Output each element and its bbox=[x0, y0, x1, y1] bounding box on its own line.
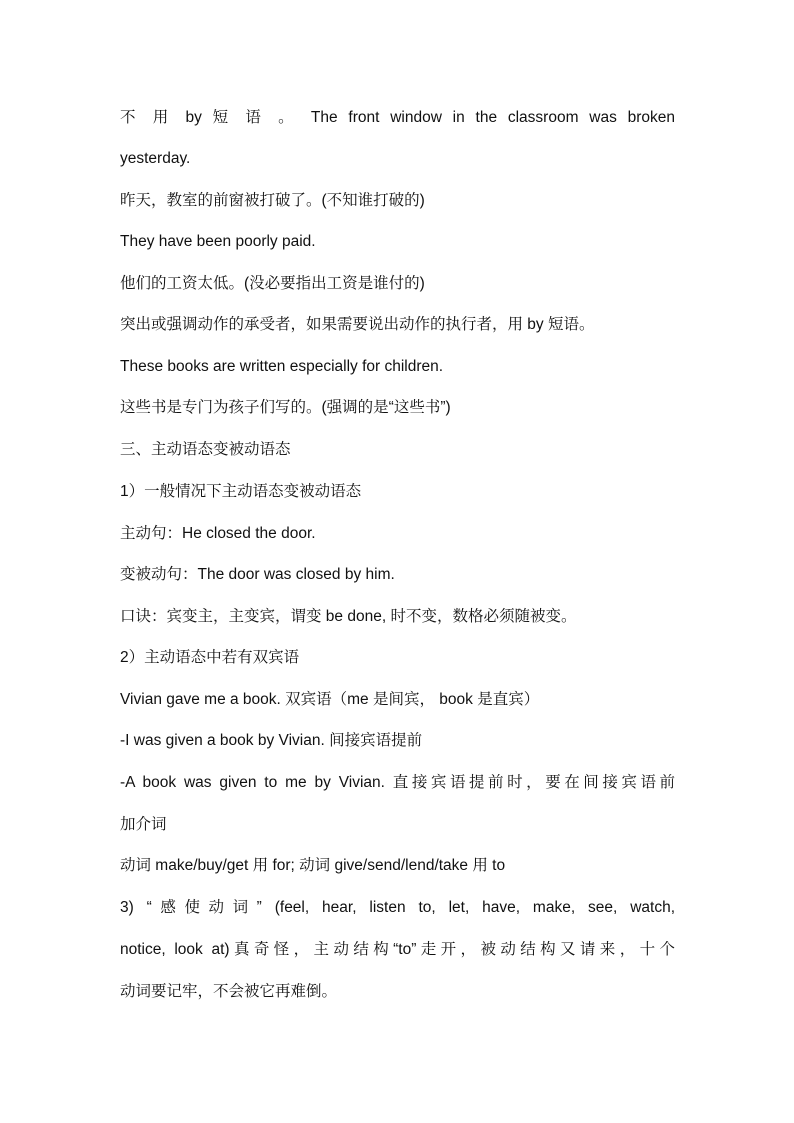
subheading-3: 3) “感使动词” (feel, hear, listen to, let, have, make, see, watch, bbox=[120, 899, 675, 916]
text-line-3: 昨天，教室的前窗被打破了。(不知谁打破的) bbox=[120, 192, 425, 209]
text-line-18: 加介词 bbox=[120, 816, 167, 833]
subheading-1: 1）一般情况下主动语态变被动语态 bbox=[120, 483, 362, 500]
text-line-17: -A book was given to me by Vivian. 直接宾语提前时，要在间接宾语前 bbox=[120, 774, 675, 791]
text-line-6: 突出或强调动作的承受者，如果需要说出动作的执行者，用 by 短语。 bbox=[120, 316, 595, 333]
text-line-2: yesterday. bbox=[120, 150, 191, 167]
text-line-5: 他们的工资太低。(没必要指出工资是谁付的) bbox=[120, 275, 425, 292]
text-line-8: 这些书是专门为孩子们写的。(强调的是“这些书”) bbox=[120, 399, 451, 416]
text-line-22: 动词要记牢，不会被它再难倒。 bbox=[120, 983, 338, 1000]
text-line-12: 变被动句：The door was closed by him. bbox=[120, 566, 395, 583]
text-line-7: These books are written especially for children. bbox=[120, 358, 444, 375]
text-line-15: Vivian gave me a book. 双宾语（me 是间宾， book 是直宾） bbox=[120, 691, 540, 708]
section-heading: 三、主动语态变被动语态 bbox=[120, 441, 291, 458]
text-line-1: 不 用 by 短 语 。 The front window in the classroom was broken bbox=[120, 109, 675, 126]
text-line-13: 口诀：宾变主，主变宾，谓变 be done, 时不变，数格必须随被变。 bbox=[120, 608, 577, 625]
text-line-16: -I was given a book by Vivian. 间接宾语提前 bbox=[120, 732, 423, 749]
text-line-11: 主动句：He closed the door. bbox=[120, 525, 316, 542]
text-line-21: notice, look at)真奇怪，主动结构“to”走开，被动结构又请来，十个 bbox=[120, 941, 675, 958]
text-line-19: 动词 make/buy/get 用 for; 动词 give/send/lend/take 用 to bbox=[120, 857, 506, 874]
text-line-4: They have been poorly paid. bbox=[120, 233, 316, 250]
subheading-2: 2）主动语态中若有双宾语 bbox=[120, 649, 300, 666]
